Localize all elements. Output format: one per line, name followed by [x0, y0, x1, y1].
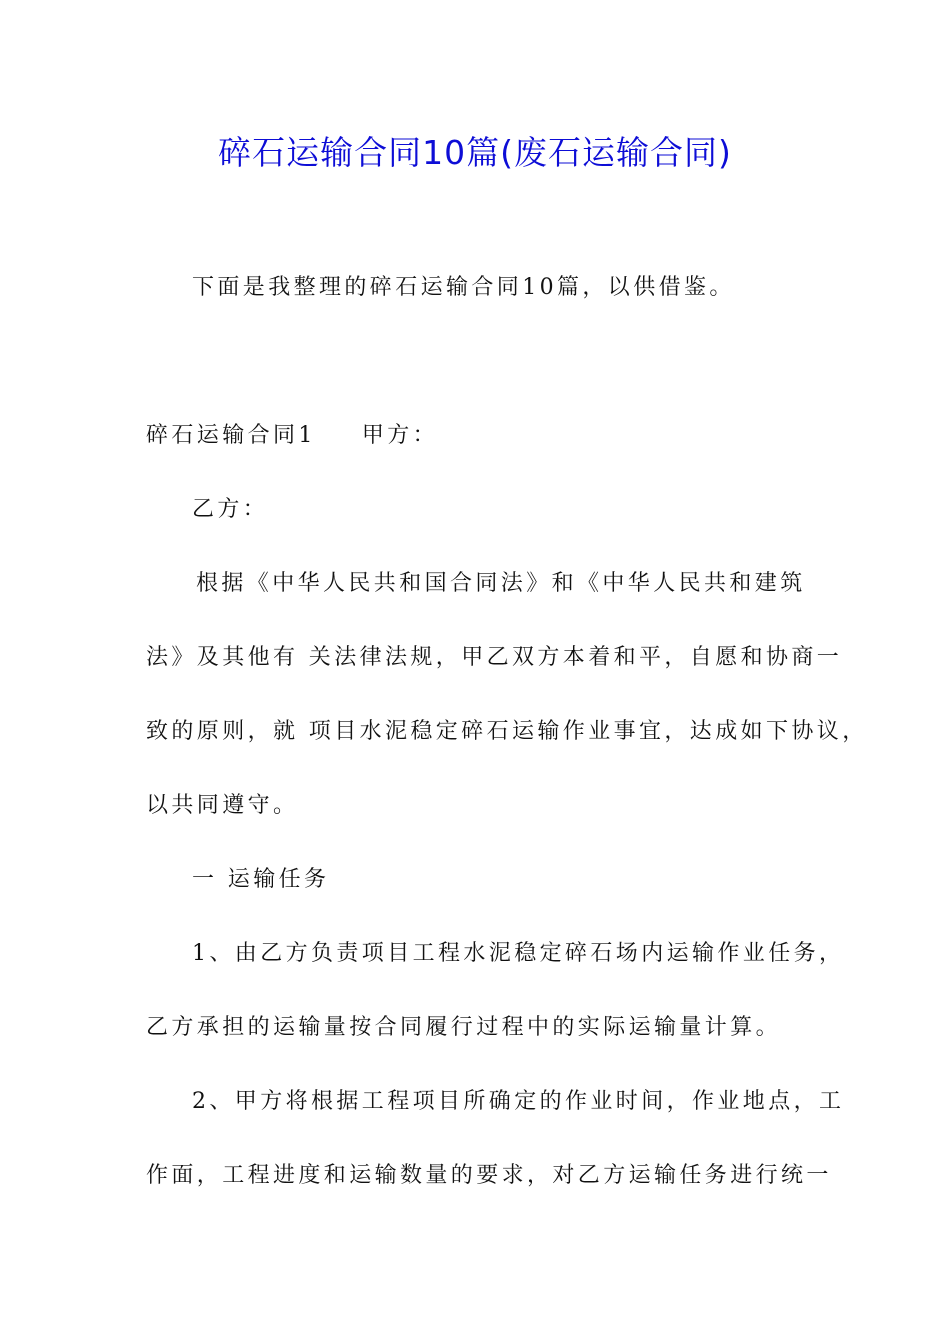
preamble-line-1: 根据《中华人民共和国合同法》和《中华人民共和建筑: [196, 571, 806, 596]
clause-2-line-2: 作面，工程进度和运输数量的要求，对乙方运输任务进行统一: [146, 1163, 832, 1188]
contract-heading: 碎石运输合同1: [146, 423, 316, 448]
preamble-line-2: 法》及其他有 关法律法规，甲乙双方本着和平，自愿和协商一: [146, 645, 843, 670]
section-1-heading: 一 运输任务: [192, 867, 330, 892]
clause-2-line-1: 2、甲方将根据工程项目所确定的作业时间，作业地点，工: [192, 1089, 845, 1114]
document-title: 碎石运输合同10篇(废石运输合同): [218, 133, 732, 172]
preamble-line-4: 以共同遵守。: [146, 793, 299, 818]
preamble-line-3: 致的原则，就 项目水泥稳定碎石运输作业事宜，达成如下协议，: [146, 719, 868, 744]
party-a-label: 甲方：: [361, 423, 439, 448]
contract-heading-line: [146, 418, 438, 454]
intro-paragraph: 下面是我整理的碎石运输合同10篇，以供借鉴。: [192, 275, 735, 300]
clause-1-line-2: 乙方承担的运输量按合同履行过程中的实际运输量计算。: [146, 1015, 782, 1040]
party-b-label: 乙方：: [192, 497, 269, 522]
clause-1-line-1: 1、由乙方负责项目工程水泥稳定碎石场内运输作业任务，: [192, 941, 845, 966]
